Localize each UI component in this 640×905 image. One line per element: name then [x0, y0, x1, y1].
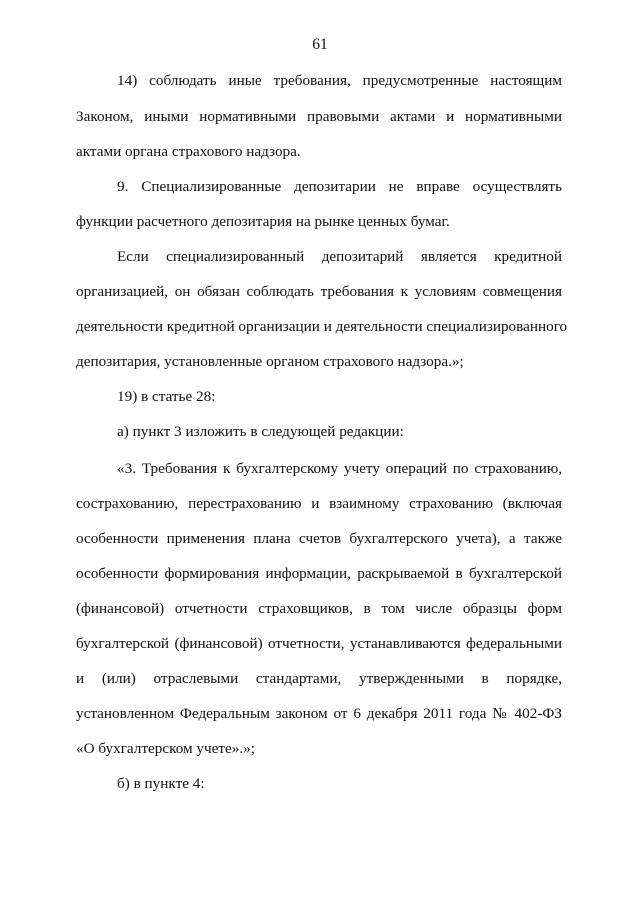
text-line: установленном Федеральным законом от 6 декабря 2011 года № 402-ФЗ — [76, 705, 562, 722]
text-line: организацией, он обязан соблюдать требования к условиям совмещения — [76, 283, 562, 300]
text-line: «О бухгалтерском учете».»; — [76, 740, 255, 757]
text-line: особенности применения плана счетов бухгалтерского учета), а также — [76, 530, 562, 547]
text-line: (финансовой) отчетности страховщиков, в том числе образцы форм — [76, 600, 562, 617]
text-line: 9. Специализированные депозитарии не вправе осуществлять — [117, 178, 562, 195]
text-line: Законом, иными нормативными правовыми актами и нормативными — [76, 108, 562, 125]
text-line: сострахованию, перестрахованию и взаимному страхованию (включая — [76, 495, 562, 512]
text-line: актами органа страхового надзора. — [76, 143, 301, 160]
text-line: а) пункт 3 изложить в следующей редакции: — [117, 423, 404, 440]
text-line: 19) в статье 28: — [117, 388, 216, 405]
text-line: 14) соблюдать иные требования, предусмотренные настоящим — [117, 72, 562, 89]
text-line: особенности формирования информации, раскрываемой в бухгалтерской — [76, 565, 562, 582]
text-line: функции расчетного депозитария на рынке ценных бумаг. — [76, 213, 450, 230]
text-line: деятельности кредитной организации и деятельности специализированного — [76, 318, 568, 335]
text-line: б) в пункте 4: — [117, 775, 205, 792]
text-line: Если специализированный депозитарий является кредитной — [117, 248, 562, 265]
text-line: депозитария, установленные органом страхового надзора.»; — [76, 353, 464, 370]
text-line: «3. Требования к бухгалтерскому учету операций по страхованию, — [117, 460, 562, 477]
page-number: 61 — [312, 36, 328, 53]
text-line: бухгалтерской (финансовой) отчетности, устанавливаются федеральными — [76, 635, 562, 652]
text-line: и (или) отраслевыми стандартами, утвержденными в порядке, — [76, 670, 562, 687]
